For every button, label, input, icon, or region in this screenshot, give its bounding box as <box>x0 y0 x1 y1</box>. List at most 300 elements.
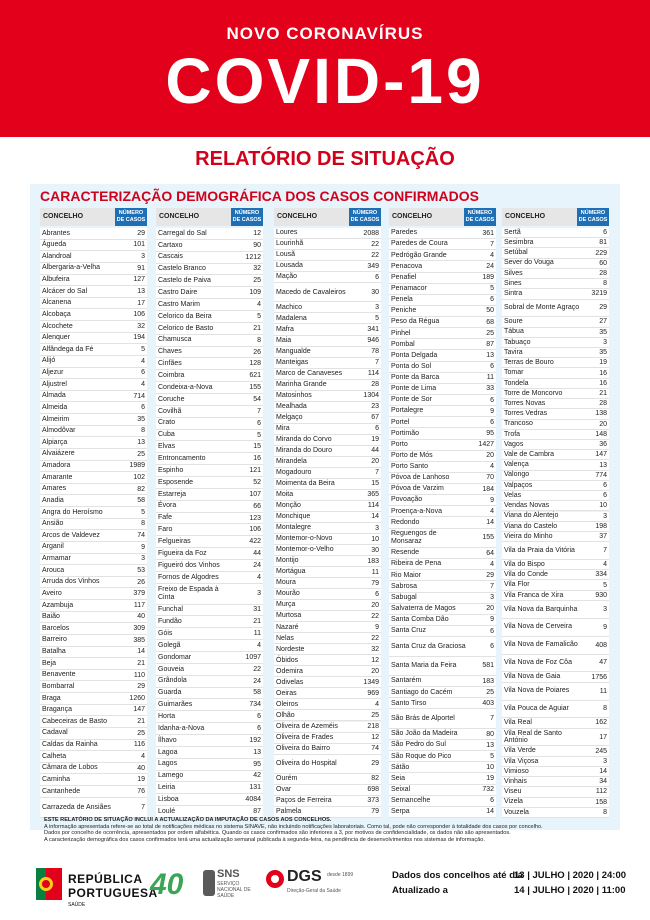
case-count: 229 <box>595 249 607 257</box>
concelho-name: Celorico de Basto <box>158 324 214 332</box>
concelho-name: Fafe <box>158 514 173 522</box>
concelho-name: Ponta do Sol <box>391 362 432 370</box>
table-row <box>156 477 263 489</box>
concelho-name: Peniche <box>391 307 417 315</box>
case-count: 13 <box>137 287 145 295</box>
concelho-name: Vila Real de Santo António <box>504 729 562 745</box>
table-row <box>40 740 147 752</box>
case-count: 20 <box>486 452 494 460</box>
concelho-name: Oliveira do Hospital <box>276 759 337 767</box>
table-row <box>389 785 496 796</box>
concelho-name: Nelas <box>276 634 294 642</box>
header-concelho: CONCELHO <box>274 208 349 226</box>
concelho-name: Grândola <box>158 677 187 685</box>
update-dates <box>392 870 626 900</box>
case-count: 31 <box>253 606 261 614</box>
table-row <box>389 796 496 807</box>
case-count: 6 <box>375 273 379 281</box>
concelho-name: Lagoa <box>158 748 178 756</box>
concelho-name: Oliveira do Bairro <box>276 744 331 752</box>
case-count: 21 <box>137 718 145 726</box>
concelho-name: Rio Maior <box>391 571 421 579</box>
concelho-name: Oliveira de Frades <box>276 733 334 741</box>
case-count: 114 <box>367 370 379 378</box>
table-row <box>40 600 147 612</box>
case-count: 123 <box>249 514 261 522</box>
case-count: 3 <box>603 512 607 520</box>
table-row <box>274 710 381 721</box>
case-count: 106 <box>249 526 261 534</box>
case-count: 4084 <box>245 796 261 804</box>
case-count: 5 <box>257 312 261 320</box>
note-line-3: Dados por concelho de ocorrência, apresentados por ordem alfabética. Quando os casos confirmados são inferiores a 3, por motivos de confidencialidade, os dados não são apresentados. <box>44 830 511 837</box>
concelho-name: Vila Nova de Poiares <box>504 687 570 695</box>
table-row <box>40 635 147 647</box>
concelho-name: Covilhã <box>158 407 182 415</box>
concelho-name: Crato <box>158 419 176 427</box>
concelho-name: Penela <box>391 296 413 304</box>
table-row <box>156 489 263 501</box>
case-count: 22 <box>371 634 379 642</box>
table-row <box>156 323 263 335</box>
table-row <box>274 589 381 600</box>
table-row <box>502 368 609 378</box>
table-row <box>156 418 263 430</box>
dgs-subtitle: Direção-Geral da Saúde <box>287 888 341 894</box>
case-count: 28 <box>371 381 379 389</box>
concelho-name: Vale de Cambra <box>504 451 555 459</box>
table-row <box>502 787 609 797</box>
table-row <box>274 556 381 567</box>
case-count: 7 <box>375 359 379 367</box>
case-count: 3 <box>375 303 379 311</box>
case-count: 10 <box>599 502 607 510</box>
table-row <box>389 317 496 328</box>
case-count: 58 <box>137 497 145 505</box>
case-count: 11 <box>486 374 494 382</box>
case-count: 194 <box>133 334 145 342</box>
case-count: 3 <box>603 605 607 613</box>
concelho-name: Barcelos <box>42 624 70 632</box>
case-count: 15 <box>253 443 261 451</box>
table-row <box>389 239 496 250</box>
case-count: 7 <box>603 547 607 555</box>
table-row <box>156 240 263 252</box>
case-count: 14 <box>599 768 607 775</box>
case-count: 25 <box>137 450 145 458</box>
case-count: 6 <box>490 797 494 805</box>
case-count: 74 <box>371 745 379 753</box>
case-count: 112 <box>595 788 607 796</box>
table-row <box>502 570 609 580</box>
concelho-name: Santa Maria da Feira <box>391 662 457 670</box>
table-row <box>389 593 496 604</box>
case-count: 29 <box>371 760 379 768</box>
concelho-name: Armamar <box>42 555 71 563</box>
table-row <box>502 522 609 532</box>
concelho-name: Cartaxo <box>158 241 183 249</box>
table-row <box>40 426 147 438</box>
case-count: 5 <box>490 285 494 293</box>
concelho-name: Tavira <box>504 348 523 356</box>
table-row <box>502 481 609 491</box>
table-row <box>389 548 496 559</box>
table-row <box>274 666 381 677</box>
table-row <box>40 391 147 403</box>
case-count: 6 <box>603 229 607 237</box>
concelho-name: Leiria <box>158 784 176 792</box>
case-count: 14 <box>371 513 379 521</box>
concelho-name: Góis <box>158 629 173 637</box>
table-row <box>389 506 496 517</box>
concelho-name: Montijo <box>276 557 299 565</box>
concelho-name: Alcácer do Sal <box>42 287 88 295</box>
table-row <box>502 718 609 728</box>
concelho-name: Coimbra <box>158 371 185 379</box>
header-numero-casos: NÚMERO DE CASOS <box>115 208 147 226</box>
case-count: 13 <box>137 439 145 447</box>
case-count: 68 <box>486 318 494 326</box>
concelho-name: Moimenta da Beira <box>276 480 335 488</box>
table-row <box>389 740 496 751</box>
table-row <box>156 735 263 747</box>
concelho-name: Albergaria-a-Velha <box>42 264 100 272</box>
concelho-name: Cantanhede <box>42 787 81 795</box>
case-count: 25 <box>486 688 494 696</box>
case-count: 5 <box>603 581 607 589</box>
concelho-name: Carregal do Sal <box>158 229 207 237</box>
table-row <box>156 252 263 264</box>
concelho-name: Tabuaço <box>504 338 531 346</box>
concelho-name: Porto <box>391 440 408 448</box>
note-line-2: A informação apresentada refere-se ao total de notificações médicas no sistema SINAVE, não incluindo notificações laboratoriais. Como tal, pode não corresponder à totalidade dos casos por concelho. <box>44 823 543 830</box>
table-row <box>274 369 381 380</box>
case-count: 334 <box>595 571 607 579</box>
case-count: 35 <box>137 415 145 423</box>
table-row <box>40 774 147 786</box>
concelho-name: Celorico da Beira <box>158 312 212 320</box>
case-count: 6 <box>490 642 494 650</box>
case-count: 54 <box>253 395 261 403</box>
case-count: 91 <box>137 264 145 272</box>
case-count: 774 <box>595 471 607 479</box>
concelho-name: Alijó <box>42 357 56 365</box>
case-count: 20 <box>371 458 379 466</box>
case-count: 8 <box>141 427 145 435</box>
header-numero-casos: NÚMERO DE CASOS <box>464 208 496 226</box>
case-count: 189 <box>482 274 494 282</box>
concelho-name: Faro <box>158 526 173 534</box>
case-count: 6 <box>141 404 145 412</box>
concelho-name: Pombal <box>391 340 415 348</box>
table-row <box>389 284 496 295</box>
table-row <box>156 560 263 572</box>
column-header <box>502 208 609 226</box>
case-count: 32 <box>253 265 261 273</box>
concelho-name: Maia <box>276 336 292 344</box>
concelho-name: Sertã <box>504 228 521 236</box>
main-title: COVID-19 <box>165 45 485 117</box>
table-row <box>389 428 496 439</box>
case-count: 11 <box>599 687 607 695</box>
concelho-name: Salvaterra de Magos <box>391 605 456 613</box>
concelho-name: Torres Novas <box>504 399 546 407</box>
table-row <box>389 637 496 656</box>
table-row <box>40 623 147 635</box>
table-row <box>502 248 609 258</box>
concelho-name: Proença-a-Nova <box>391 507 442 515</box>
concelho-name: Viseu <box>504 788 522 796</box>
concelho-name: Almeirim <box>42 415 70 423</box>
case-count: 20 <box>599 420 607 428</box>
case-count: 5 <box>490 752 494 760</box>
concelho-name: Guimarães <box>158 701 193 709</box>
case-count: 155 <box>482 534 494 542</box>
table-row <box>274 644 381 655</box>
case-count: 148 <box>595 430 607 438</box>
concelho-name: Viana do Alentejo <box>504 512 559 520</box>
table-row <box>40 414 147 426</box>
concelho-name: Cabeceiras de Basto <box>42 717 107 725</box>
header-numero-casos: NÚMERO DE CASOS <box>577 208 609 226</box>
table-row <box>274 699 381 710</box>
concelho-name: Caminha <box>42 775 71 783</box>
table-row <box>274 446 381 457</box>
case-count: 732 <box>482 786 494 794</box>
concelho-name: Cuba <box>158 431 175 439</box>
concelho-name: Cinfães <box>158 360 182 368</box>
case-count: 19 <box>599 359 607 367</box>
table-row <box>40 565 147 577</box>
table-row <box>274 391 381 402</box>
case-count: 365 <box>367 491 379 499</box>
concelho-name: Pinhel <box>391 329 411 337</box>
concelho-name: Ansião <box>42 520 64 528</box>
table-row <box>156 335 263 347</box>
table-row <box>156 465 263 477</box>
case-count: 30 <box>371 288 379 296</box>
case-count: 183 <box>482 677 494 685</box>
concelho-name: Arouca <box>42 566 65 574</box>
table-row <box>274 501 381 512</box>
case-count: 3219 <box>591 290 607 298</box>
column-header <box>40 208 147 226</box>
concelho-name: Reguengos de Monsaraz <box>391 530 437 545</box>
table-column <box>274 208 381 816</box>
case-count: 3 <box>141 555 145 563</box>
dgs-logo <box>265 868 355 902</box>
rp-line-3: SAÚDE <box>68 902 86 908</box>
table-row <box>274 534 381 545</box>
case-count: 349 <box>367 262 379 270</box>
table-row <box>40 368 147 380</box>
header-concelho: CONCELHO <box>502 208 577 226</box>
case-count: 183 <box>367 557 379 565</box>
table-row <box>502 228 609 238</box>
case-count: 245 <box>595 747 607 755</box>
concelho-name: Idanha-a-Nova <box>158 724 205 732</box>
concelho-name: Marinha Grande <box>276 380 327 388</box>
concelho-name: Figueiró dos Vinhos <box>158 561 220 569</box>
concelho-name: Elvas <box>158 443 176 451</box>
table-row <box>156 616 263 628</box>
case-count: 117 <box>133 601 145 609</box>
concelho-name: Matosinhos <box>276 391 312 399</box>
concelho-name: Fundão <box>158 618 182 626</box>
table-row <box>389 228 496 239</box>
table-row <box>389 676 496 687</box>
case-count: 6 <box>603 481 607 489</box>
concelho-name: Mortágua <box>276 568 306 576</box>
table-row <box>40 577 147 589</box>
table-row <box>156 794 263 806</box>
table-row <box>502 399 609 409</box>
concelho-name: Batalha <box>42 648 66 656</box>
table-row <box>389 615 496 626</box>
case-count: 29 <box>599 304 607 312</box>
concelho-name: Águeda <box>42 241 67 249</box>
concelho-name: Seia <box>391 774 406 782</box>
case-count: 4 <box>257 573 261 581</box>
case-count: 7 <box>257 407 261 415</box>
table-row <box>502 289 609 299</box>
case-count: 184 <box>482 485 494 493</box>
case-count: 101 <box>133 241 145 249</box>
table-row <box>40 379 147 391</box>
case-count: 198 <box>595 522 607 530</box>
concelho-name: Ponte de Lima <box>391 385 437 393</box>
case-count: 341 <box>367 325 379 333</box>
table-row <box>274 302 381 313</box>
table-row <box>502 501 609 511</box>
case-count: 373 <box>367 797 379 805</box>
table-row <box>502 512 609 522</box>
table-column <box>40 208 147 816</box>
concelho-name: Valpaços <box>504 481 533 489</box>
case-count: 4 <box>257 642 261 650</box>
concelho-name: Vizela <box>504 798 523 806</box>
concelho-name: Sernancelhe <box>391 797 431 805</box>
table-row <box>502 440 609 450</box>
table-row <box>40 798 147 818</box>
concelho-name: Santarém <box>391 677 422 685</box>
table-row <box>156 453 263 465</box>
section-subtitle: CARACTERIZAÇÃO DEMOGRÁFICA DOS CASOS CONFIRMADOS <box>40 188 479 204</box>
concelho-name: São Roque do Pico <box>391 752 452 760</box>
concelho-name: Ponte de Sor <box>391 396 432 404</box>
concelho-name: Santa Cruz da Graciosa <box>391 642 466 650</box>
concelho-name: Vila Viçosa <box>504 757 539 765</box>
case-count: 24 <box>253 677 261 685</box>
case-count: 44 <box>371 447 379 455</box>
table-row <box>156 299 263 311</box>
table-row <box>156 370 263 382</box>
case-count: 734 <box>249 701 261 709</box>
concelho-name: Vinhais <box>504 777 527 785</box>
table-row <box>389 451 496 462</box>
case-count: 7 <box>490 715 494 723</box>
case-count: 106 <box>133 311 145 319</box>
table-row <box>389 295 496 306</box>
concelho-name: Silves <box>504 269 523 277</box>
case-count: 309 <box>133 625 145 633</box>
case-count: 79 <box>371 808 379 816</box>
concelho-name: Ponte da Barca <box>391 374 440 382</box>
concelho-name: Albufeira <box>42 276 70 284</box>
concelho-name: Lourinhã <box>276 240 304 248</box>
concelho-name: Mealhada <box>276 402 307 410</box>
concelho-name: Ponta Delgada <box>391 351 438 359</box>
concelho-name: Alandroal <box>42 252 72 260</box>
case-count: 155 <box>249 384 261 392</box>
concelho-name: Miranda do Douro <box>276 447 333 455</box>
concelho-name: Vila Nova da Barquinha <box>504 605 578 613</box>
concelho-name: Alfândega da Fé <box>42 345 94 353</box>
table-row <box>40 786 147 798</box>
case-count: 82 <box>137 485 145 493</box>
concelho-name: Marco de Canaveses <box>276 369 343 377</box>
concelho-name: Ourém <box>276 775 298 783</box>
case-count: 3 <box>603 757 607 765</box>
table-row <box>502 358 609 368</box>
case-count: 127 <box>133 276 145 284</box>
table-row <box>502 338 609 348</box>
table-row <box>389 604 496 615</box>
table-row <box>502 542 609 560</box>
table-row <box>156 382 263 394</box>
table-row <box>156 311 263 323</box>
case-count: 10 <box>371 535 379 543</box>
republica-portuguesa-logo <box>36 866 166 910</box>
table-row <box>502 450 609 460</box>
concelho-name: Cadaval <box>42 729 68 737</box>
case-count: 8 <box>257 336 261 344</box>
republic-emblem-icon <box>36 868 62 900</box>
table-row <box>389 698 496 709</box>
concelho-name: Anadia <box>42 496 64 504</box>
table-row <box>274 347 381 358</box>
concelho-name: Arganil <box>42 543 64 551</box>
case-count: 422 <box>249 538 261 546</box>
concelho-name: Terras de Bouro <box>504 359 554 367</box>
table-row <box>502 389 609 399</box>
concelho-name: Baião <box>42 613 60 621</box>
table-row <box>156 688 263 700</box>
concelho-name: Mourão <box>276 590 300 598</box>
table-row <box>389 709 496 728</box>
concelho-name: Vila Pouca de Aguiar <box>504 705 569 713</box>
case-count: 33 <box>486 385 494 393</box>
table-row <box>502 348 609 358</box>
table-row <box>389 373 496 384</box>
concelho-name: Tomar <box>504 369 524 377</box>
concelho-name: Monchique <box>276 513 311 521</box>
concelho-name: Vimioso <box>504 767 529 775</box>
data-until-value: 13 | JULHO | 2020 | 24:00 <box>514 870 627 881</box>
concelho-name: Chamusca <box>158 336 192 344</box>
note-line-4: A caracterização demográfica dos casos confirmados terá uma actualização semanal publicada à segunda-feira, na pendência de desenvolvimentos nos sistemas de informação. <box>44 836 485 843</box>
case-count: 52 <box>253 478 261 486</box>
concelho-name: Freixo de Espada à Cinta <box>158 586 219 601</box>
table-row <box>40 554 147 566</box>
table-row <box>502 328 609 338</box>
case-count: 121 <box>249 467 261 475</box>
case-count: 4 <box>141 380 145 388</box>
concelho-name: Almeida <box>42 403 68 411</box>
concelho-name: Povoação <box>391 496 423 504</box>
table-row <box>274 313 381 324</box>
case-count: 81 <box>599 239 607 247</box>
